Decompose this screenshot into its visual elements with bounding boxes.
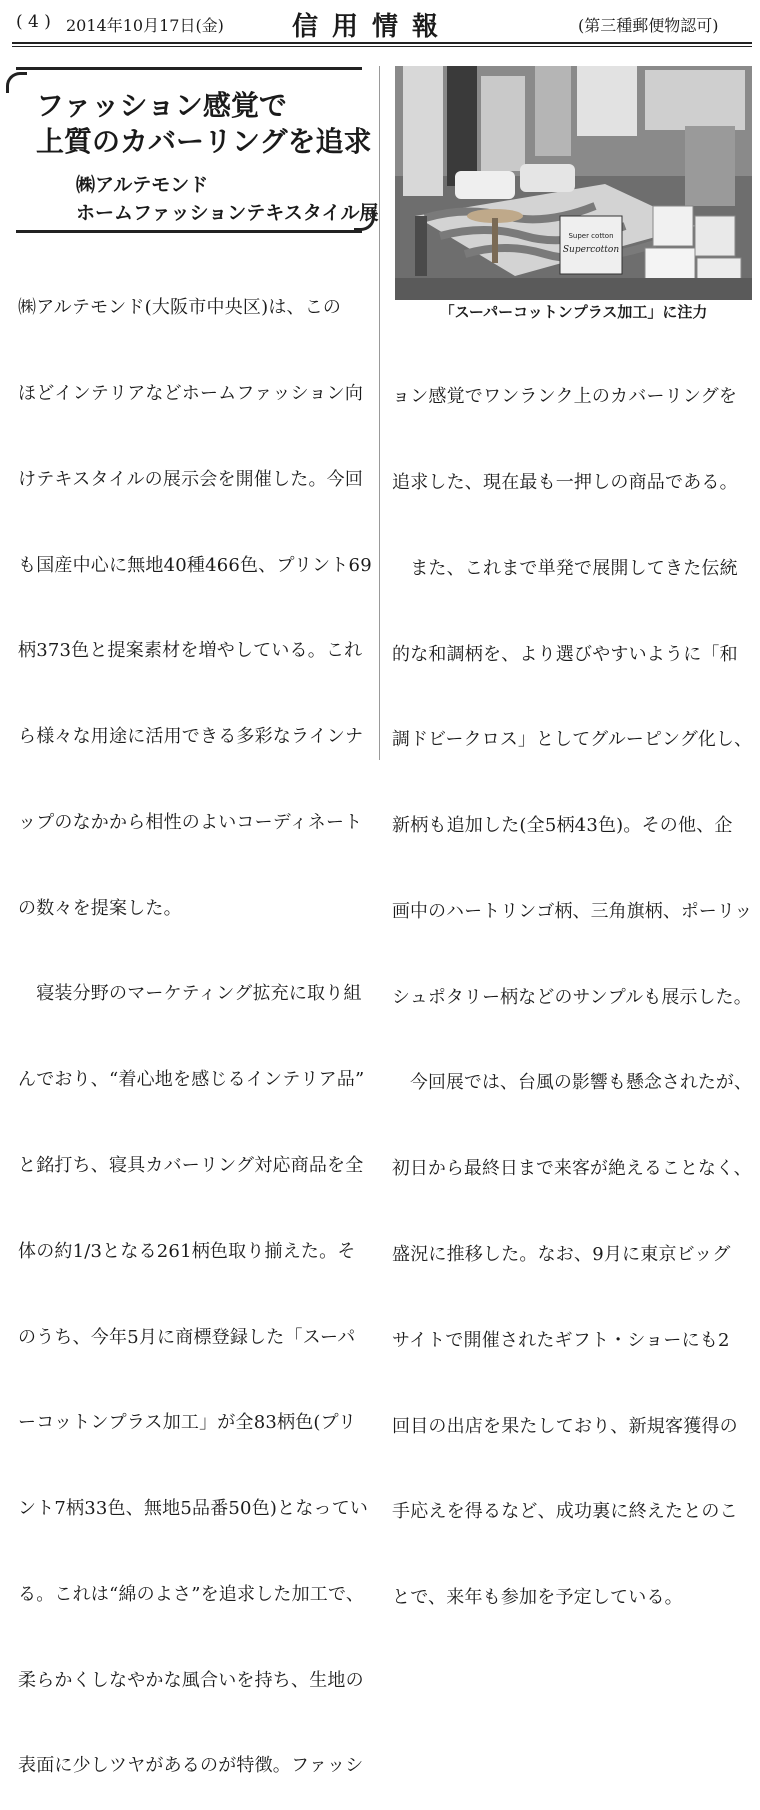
body-line: シュポタリー柄などのサンプルも展示した。 (392, 986, 752, 1008)
body-line: ほどインテリアなどホームファッション向 (18, 382, 364, 404)
column-divider (379, 66, 380, 760)
body-line: んでおり、“着心地を感じるインテリア品” (18, 1069, 365, 1091)
headline-line-2: 上質のカバーリングを追求 (36, 125, 372, 158)
body-line: 体の約1/3となる261柄色取り揃えた。そ (18, 1240, 356, 1262)
body-line: ㈱アルテモンド(大阪市中央区)は、この (18, 297, 342, 319)
body-line: けテキスタイルの展示会を開催した。今回 (18, 468, 364, 490)
body-line: とで、来年も参加を予定している。 (392, 1587, 683, 1609)
body-line: 柄373色と提案素材を増やしている。これ (18, 640, 363, 662)
article-body-left (18, 237, 374, 1810)
subheadline-company: ㈱アルテモンド (76, 174, 209, 196)
bedroom-display-image (395, 66, 752, 300)
newspaper-title: 信用情報 (292, 12, 453, 42)
body-line: 追求した、現在最も一押しの商品である。 (392, 471, 738, 493)
body-line: と銘打ち、寝具カバーリング対応商品を全 (18, 1155, 364, 1176)
page-number: ( 4 ) (16, 12, 51, 32)
body-line: の数々を提案した。 (18, 897, 182, 919)
headline-line-1: ファッション感覚で (36, 89, 287, 122)
body-line: も国産中心に無地40種466色、プリント69 (18, 554, 372, 576)
headline-corner-ornament (6, 72, 27, 93)
body-line: 手応えを得るなど、成功裏に終えたとのこ (392, 1501, 738, 1523)
body-line: 画中のハートリンゴ柄、三角旗柄、ポーリッ (392, 900, 753, 922)
headline-rule-top (16, 67, 362, 70)
body-line: ら様々な用途に活用できる多彩なラインナ (18, 726, 364, 748)
sign-text-large: Supercotton (562, 245, 620, 255)
body-line: 的な和調柄を、より選びやすいように「和 (392, 643, 738, 665)
article-body-right (392, 326, 752, 1641)
body-line: ップのなかから相性のよいコーディネート (18, 811, 363, 833)
header-rule-thin (12, 46, 752, 47)
sign-text-small: Super cotton (568, 232, 614, 240)
body-line: ント7柄33色、無地5品番50色)となってい (18, 1498, 369, 1520)
body-line: 今回展では、台風の影響も懸念されたが、 (392, 1072, 752, 1094)
body-line: 寝装分野のマーケティング拡充に取り組 (18, 983, 362, 1005)
body-line: 表面に少しツヤがあるのが特徴。ファッシ (18, 1755, 364, 1777)
body-line: 調ドビークロス」としてグルーピング化し、 (392, 729, 753, 751)
body-line: 新柄も追加した(全5柄43色)。その他、企 (392, 815, 733, 837)
body-line: また、これまで単発で展開してきた伝統 (392, 557, 738, 579)
body-line: サイトで開催されたギフト・ショーにも2 (392, 1329, 730, 1351)
header-rule (12, 42, 752, 44)
subheadline-event: ホームファッションテキスタイル展 (76, 202, 379, 224)
body-line: ョン感覚でワンランク上のカバーリングを (392, 386, 738, 408)
body-line: 回目の出店を果たしており、新規客獲得の (392, 1415, 738, 1437)
body-line: ーコットンプラス加工」が全83柄色(プリ (18, 1412, 357, 1434)
postal-permit-note: (第三種郵便物認可) (578, 16, 719, 35)
body-line: る。これは“綿のよさ”を追求した加工で、 (18, 1583, 365, 1605)
headline-rule-bottom (16, 230, 362, 233)
body-line: 盛況に推移した。なお、9月に東京ビッグ (392, 1244, 731, 1265)
body-line: のうち、今年5月に商標登録した「スーパ (18, 1326, 356, 1348)
headline-corner-ornament-end (354, 210, 375, 231)
issue-date: 2014年10月17日(金) (66, 16, 224, 35)
body-line: 柔らかくしなやかな風合いを持ち、生地の (18, 1669, 364, 1691)
photo-caption: 「スーパーコットンプラス加工」に注力 (439, 303, 708, 321)
body-line: 初日から最終日まで来客が絶えることなく、 (392, 1158, 752, 1180)
showroom-photo (395, 66, 752, 300)
